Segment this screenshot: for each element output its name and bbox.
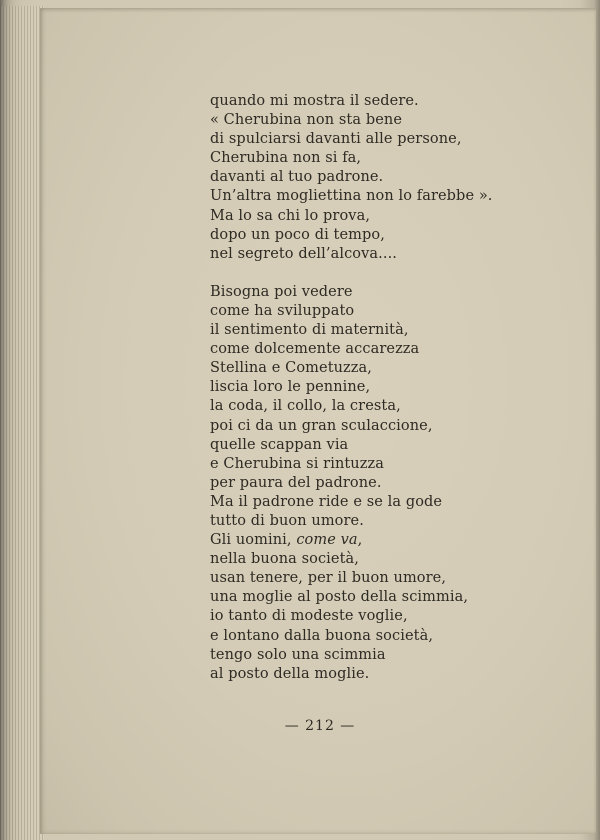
poem-text-run: ,	[357, 532, 363, 549]
poem-line: tutto di buon umore.	[210, 512, 364, 529]
poem-line: usan tenere, per il buon umore,	[210, 570, 447, 587]
poem-line: tengo solo una scimmia	[210, 646, 386, 663]
poem-line: davanti al tuo padrone.	[210, 169, 384, 186]
poem-line: al posto della moglie.	[210, 665, 370, 682]
poem-line: dopo un poco di tempo,	[210, 226, 385, 243]
poem-line: una moglie al posto della scimmia,	[210, 589, 469, 606]
poem-line: Ma lo sa chi lo prova,	[210, 207, 371, 224]
page-stack-edge	[0, 6, 44, 840]
poem-line: « Cherubina non sta bene	[210, 112, 402, 129]
poem-line: quando mi mostra il sedere.	[210, 93, 419, 109]
poem-line: poi ci da un gran sculaccione,	[210, 417, 433, 434]
poem-line: il sentimento di maternità,	[210, 322, 409, 339]
poem-line: quelle scappan via	[210, 436, 349, 453]
poem-text	[210, 92, 550, 684]
poem-line: Bisogna poi vedere	[210, 283, 353, 300]
italic-phrase: come va	[296, 532, 358, 549]
poem-line: Stellina e Cometuzza,	[210, 360, 372, 377]
page-number: — 212 —	[284, 718, 356, 734]
poem-line: di spulciarsi davanti alle persone,	[210, 131, 462, 148]
poem-line: e lontano dalla buona società,	[210, 627, 434, 644]
poem-line: la coda, il collo, la cresta,	[210, 398, 401, 415]
poem-line: come dolcemente accarezza	[210, 341, 420, 358]
poem-line: per paura del padrone.	[210, 474, 382, 491]
poem-line: liscia loro le pennine,	[210, 379, 371, 396]
poem-line: io tanto di modeste voglie,	[210, 608, 408, 625]
poem-line: nel segreto dell’alcova....	[210, 245, 398, 262]
poem-line: Cherubina non si fa,	[210, 150, 362, 167]
poem-line: Un’altra mogliettina non lo farebbe ».	[210, 188, 493, 205]
poem-line: nella buona società,	[210, 551, 359, 568]
poem-text-run: Gli uomini,	[210, 532, 297, 549]
poem-line: e Cherubina si rintuzza	[210, 455, 384, 472]
poem-line	[210, 531, 550, 550]
poem-line: Ma il padrone ride e se la gode	[210, 493, 443, 510]
stanza-break	[210, 264, 550, 283]
poem-line: come ha sviluppato	[210, 302, 355, 319]
